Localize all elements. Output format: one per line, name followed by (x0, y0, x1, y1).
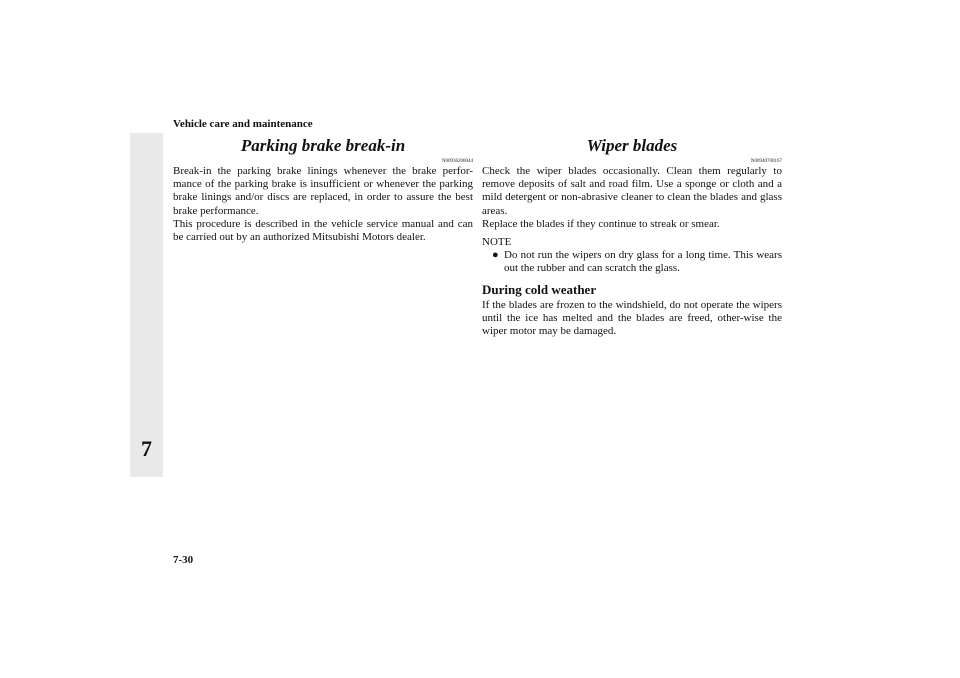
note-item (482, 249, 782, 275)
chapter-number: 7 (141, 436, 152, 461)
right-column (482, 136, 782, 338)
subheading-cold-weather: During cold weather (482, 281, 597, 297)
section-title-parking-brake: Parking brake break-in (240, 136, 406, 155)
note-text: Do not run the wipers on dry glass for a long time. This wears out the rubber and can scratch the glass. (504, 249, 782, 275)
paragraph: Break-in the parking brake linings whenever the brake perfor-mance of the parking brake is insufficient or whenever the parking brake linings and/or discs are replaced, in order to assure the best brake performance. (173, 165, 473, 217)
note-label: NOTE (482, 236, 512, 249)
running-header: Vehicle care and maintenance (173, 118, 313, 130)
paragraph: This procedure is described in the vehicle service manual and can be carried out by an authorized Mitsubishi Motors dealer. (173, 217, 473, 244)
paragraph: If the blades are frozen to the windshield, do not operate the wipers until the ice has melted and the blades are freed, other-wise the wiper motor may be damaged. (482, 298, 782, 338)
page-number: 7-30 (173, 554, 194, 566)
paragraph: Check the wiper blades occasionally. Clean them regularly to remove deposits of salt and road film. Use a sponge or cloth and a mild detergent or non-abrasive cleaner to clean the blades and glass areas. (482, 165, 782, 217)
bullet-icon: ● (492, 249, 499, 262)
chapter-tab (130, 133, 163, 477)
section-code: N00936200044 (441, 159, 473, 164)
section-title-wiper-blades: Wiper blades (586, 136, 678, 155)
left-column (173, 136, 473, 244)
paragraph: Replace the blades if they continue to streak or smear. (482, 217, 720, 230)
section-code: N00940700167 (750, 159, 782, 164)
